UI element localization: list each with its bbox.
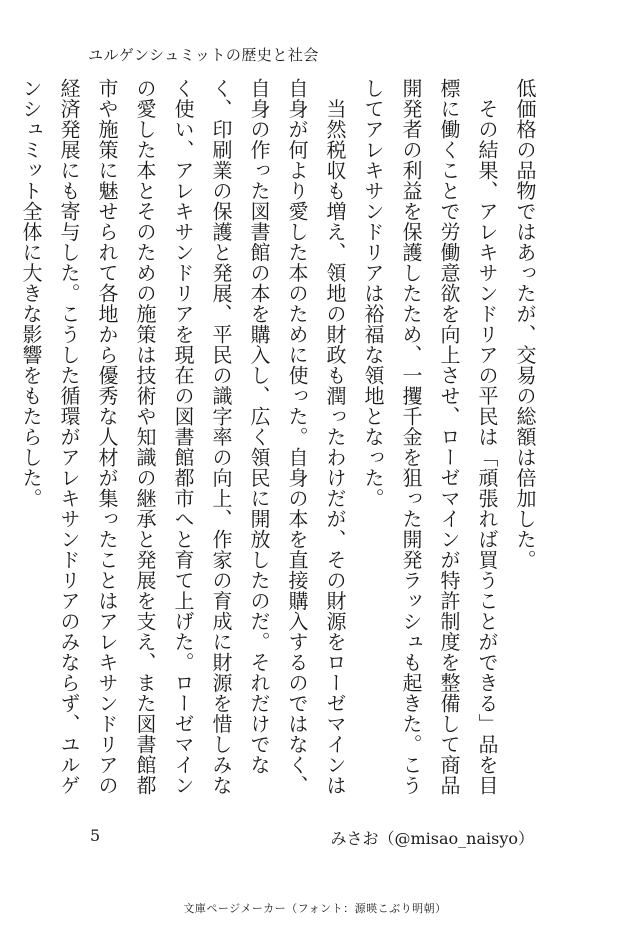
page-number: 5 — [90, 826, 101, 845]
paragraph: 低価格の品物ではあったが、交易の総額は倍加した。 — [513, 78, 537, 570]
body-text — [12, 78, 544, 798]
running-header: ユルゲンシュミットの歴史と社会 — [88, 46, 319, 64]
paragraph: 当然税収も増え、領地の財政も潤ったわけだが、その財源をローゼマインは自身が何より愛した本のために使った。自身の本を直接購入するのではなく、自身の作った図書館の本を購入し、広く領民に開放したのだ。それだけでなく、印刷業の保護と発展、平民の識字率の向上、作家の育成に財源を惜しみなく使い、アレキサンドリアを現在の図書館都市へと育て上げた。ローゼマインの愛した本とそのための施策は技術や知識の継承と発展を支え、また図書館都市や施策に魅せられて各地から優秀な人材が集ったことはアレキサンドリアの経済発展にも寄与した。こうした循環がアレキサンドリアのみならず、ユルゲンシュミット全体に大きな影響をもたらした。 — [19, 78, 347, 796]
paragraph: その結果、アレキサンドリアの平民は「頑張れば買うことができる」品を目標に働くことで労働意欲を向上させ、ローゼマインが特許制度を整備して商品開発者の利益を保護したため、一攫千金を狙った開発ラッシュも起きた。こうしてアレキサンドリアは裕福な領地となった。 — [361, 78, 499, 796]
author-credit: みさお（@misao_naisyo） — [330, 829, 534, 848]
footer-credit: 文庫ページメーカー（フォント：源暎こぶり明朝） — [183, 902, 447, 915]
